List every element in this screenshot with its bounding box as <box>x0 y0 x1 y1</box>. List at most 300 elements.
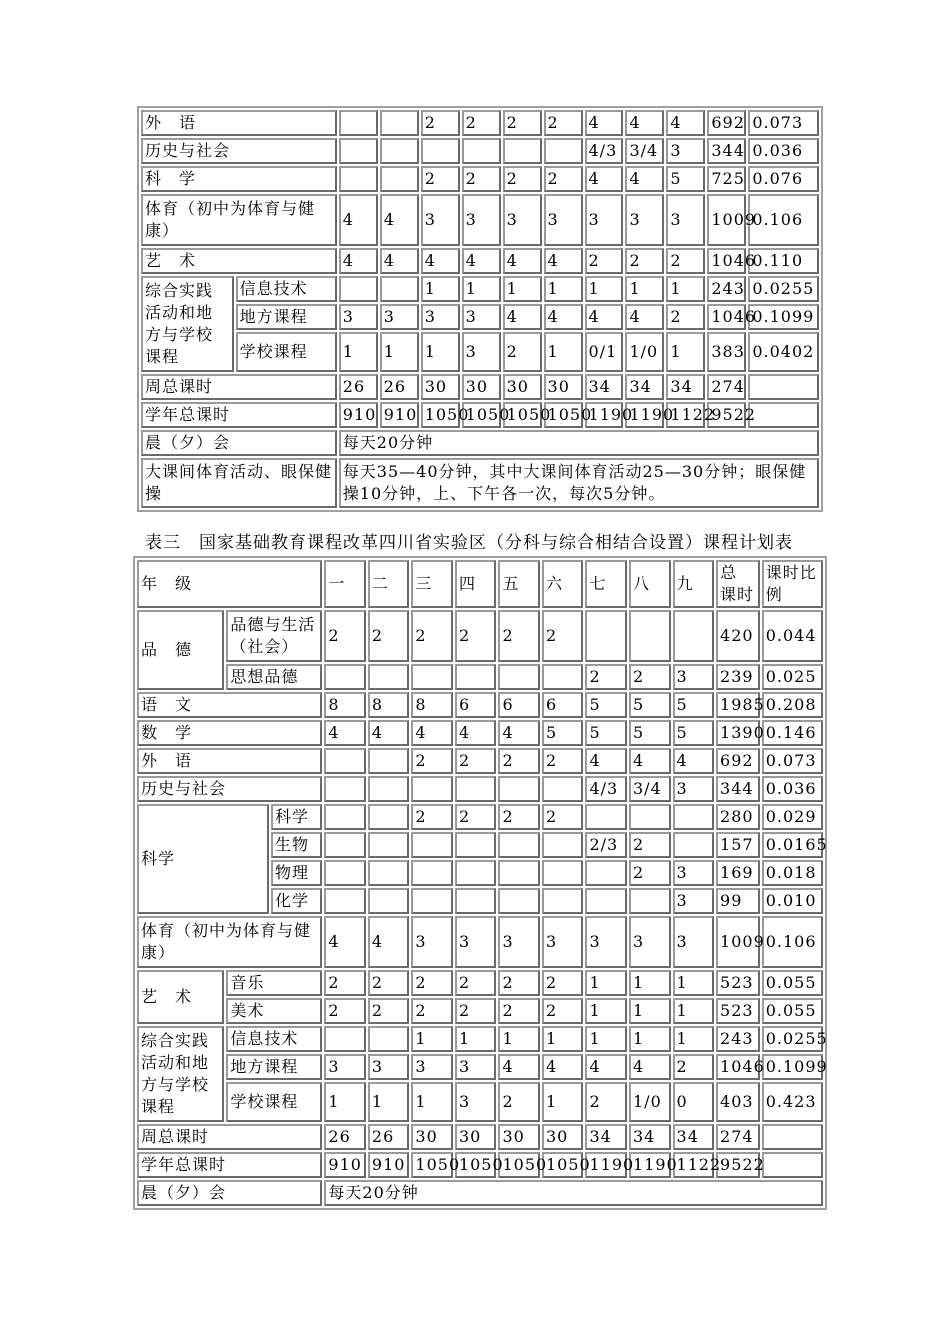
subject-label: 体育（初中为体育与健康） <box>137 916 322 968</box>
subject-label: 地方课程 <box>226 1054 322 1080</box>
table-cell: 0.076 <box>748 166 819 192</box>
table-cell: 4 <box>629 748 671 774</box>
table-cell: 2 <box>625 248 664 274</box>
table-row <box>137 1054 823 1080</box>
table-cell: 4 <box>455 720 497 746</box>
table-cell: 26 <box>380 374 419 400</box>
table-cell <box>585 804 627 830</box>
table-cell: 1190 <box>585 402 624 428</box>
group-label: 科学 <box>137 804 269 914</box>
table-cell: 3 <box>462 194 501 246</box>
table-cell: 3 <box>421 194 460 246</box>
table-cell: 2/3 <box>585 832 627 858</box>
note-text: 每天20分钟 <box>339 430 819 456</box>
table-cell: 1 <box>585 276 624 302</box>
table-cell <box>411 832 453 858</box>
table-cell: 6 <box>455 692 497 718</box>
table-cell: 1046 <box>716 1054 760 1080</box>
table-cell: 1/0 <box>625 332 664 372</box>
table-cell: 3 <box>455 1082 497 1122</box>
table-cell: 0.029 <box>762 804 823 830</box>
table-cell: 3 <box>455 1054 497 1080</box>
table-row <box>137 560 823 608</box>
table-cell: 5 <box>666 166 705 192</box>
table-cell: 1050 <box>544 402 583 428</box>
table-cell: 0.1099 <box>748 304 819 330</box>
table-cell: 1190 <box>585 1152 627 1178</box>
table-cell: 1 <box>498 1026 540 1052</box>
table-cell <box>339 166 378 192</box>
table-row <box>137 1082 823 1122</box>
table-row <box>141 276 819 302</box>
table-row <box>137 610 823 662</box>
table-cell: 1050 <box>421 402 460 428</box>
table-cell: 1 <box>673 998 715 1024</box>
table-cell: 2 <box>542 610 584 662</box>
table-cell: 1 <box>544 276 583 302</box>
table-cell: 4 <box>625 110 664 136</box>
table-cell: 4 <box>625 304 664 330</box>
grade-9-header: 九 <box>673 560 715 608</box>
table-cell: 1050 <box>462 402 501 428</box>
table-cell: 1 <box>666 276 705 302</box>
table-cell: 2 <box>542 970 584 996</box>
table-cell: 1 <box>585 1026 627 1052</box>
table-cell: 2 <box>411 748 453 774</box>
table-cell: 4 <box>585 1054 627 1080</box>
table-cell: 2 <box>585 1082 627 1122</box>
table-cell: 99 <box>716 888 760 914</box>
table-cell: 0.0255 <box>748 276 819 302</box>
table-cell: 1 <box>368 1082 410 1122</box>
table-cell: 2 <box>411 804 453 830</box>
table-cell: 1050 <box>411 1152 453 1178</box>
table-cell: 30 <box>421 374 460 400</box>
table-cell: 2 <box>498 1082 540 1122</box>
table-cell: 6 <box>542 692 584 718</box>
table-cell <box>629 610 671 662</box>
table-cell: 3 <box>673 888 715 914</box>
table-cell: 2 <box>666 248 705 274</box>
table-caption: 表三 国家基础教育课程改革四川省实验区（分科与综合相结合设置）课程计划表 <box>145 533 793 553</box>
table-cell: 0 <box>673 1082 715 1122</box>
table-cell: 910 <box>368 1152 410 1178</box>
table-cell: 6 <box>498 692 540 718</box>
table-cell: 26 <box>368 1124 410 1150</box>
table-cell: 910 <box>324 1152 366 1178</box>
table-cell <box>368 804 410 830</box>
table-cell: 8 <box>411 692 453 718</box>
table-row <box>137 1152 823 1178</box>
table-row <box>137 664 823 690</box>
table-cell: 1009 <box>716 916 760 968</box>
table-cell <box>339 110 378 136</box>
table-cell <box>368 664 410 690</box>
table-cell: 30 <box>455 1124 497 1150</box>
table-cell <box>324 664 366 690</box>
table-cell <box>324 860 366 886</box>
table-row <box>137 998 823 1024</box>
subject-label: 体育（初中为体育与健康） <box>141 194 337 246</box>
subject-label: 科 学 <box>141 166 337 192</box>
table-cell: 5 <box>629 720 671 746</box>
grade-3-header: 三 <box>411 560 453 608</box>
table-cell: 403 <box>716 1082 760 1122</box>
table-cell <box>585 860 627 886</box>
table-cell: 1050 <box>542 1152 584 1178</box>
table-cell: 523 <box>716 998 760 1024</box>
table-cell: 4 <box>368 720 410 746</box>
table-cell: 0.146 <box>762 720 823 746</box>
table-cell <box>421 138 460 164</box>
table-cell: 910 <box>380 402 419 428</box>
subject-label: 美术 <box>226 998 322 1024</box>
table-cell: 2 <box>411 970 453 996</box>
table-cell: 4 <box>625 166 664 192</box>
table-cell: 4 <box>585 166 624 192</box>
table-cell <box>339 276 378 302</box>
subject-label: 学校课程 <box>236 332 337 372</box>
table-cell: 4 <box>339 248 378 274</box>
table-cell: 1190 <box>625 402 664 428</box>
table-cell: 26 <box>324 1124 366 1150</box>
subject-label: 历史与社会 <box>141 138 337 164</box>
table-cell <box>455 776 497 802</box>
table-cell <box>462 138 501 164</box>
table-cell: 1/0 <box>629 1082 671 1122</box>
table-cell: 1 <box>455 1026 497 1052</box>
table-cell: 3 <box>368 1054 410 1080</box>
group-label: 品 德 <box>137 610 224 690</box>
table-cell: 1 <box>380 332 419 372</box>
table-cell: 725 <box>707 166 746 192</box>
table-cell: 1 <box>629 1026 671 1052</box>
table-cell: 2 <box>455 748 497 774</box>
table-cell: 3 <box>585 916 627 968</box>
table-row <box>137 692 823 718</box>
table-cell: 2 <box>421 110 460 136</box>
table-cell: 26 <box>339 374 378 400</box>
table-cell <box>368 832 410 858</box>
table-cell: 274 <box>716 1124 760 1150</box>
table-cell: 4 <box>324 916 366 968</box>
table-cell: 1122 <box>673 1152 715 1178</box>
table-row <box>137 1180 823 1206</box>
table-cell: 3 <box>666 194 705 246</box>
table-cell: 1122 <box>666 402 705 428</box>
table-cell: 4 <box>544 248 583 274</box>
table-cell: 3 <box>666 138 705 164</box>
course-plan-table <box>133 556 827 1210</box>
subject-label: 历史与社会 <box>137 776 322 802</box>
table-cell: 2 <box>462 110 501 136</box>
table-cell: 30 <box>503 374 542 400</box>
table-cell: 4 <box>673 748 715 774</box>
table-cell: 3 <box>462 304 501 330</box>
table-cell <box>455 664 497 690</box>
table-cell: 0.025 <box>762 664 823 690</box>
table-cell: 2 <box>629 832 671 858</box>
table-cell: 3 <box>455 916 497 968</box>
table-cell: 4 <box>629 1054 671 1080</box>
table-cell: 2 <box>629 664 671 690</box>
table-cell <box>542 776 584 802</box>
table-cell <box>629 888 671 914</box>
total-label: 周总课时 <box>141 374 337 400</box>
table-cell <box>503 138 542 164</box>
note-label: 晨（夕）会 <box>137 1180 322 1206</box>
grade-6-header: 六 <box>542 560 584 608</box>
table-cell: 1390 <box>716 720 760 746</box>
grade-1-header: 一 <box>324 560 366 608</box>
subject-label: 数 学 <box>137 720 322 746</box>
table-cell: 1 <box>462 276 501 302</box>
table-cell: 383 <box>707 332 746 372</box>
table-cell: 3 <box>673 776 715 802</box>
table-cell: 0.010 <box>762 888 823 914</box>
table-cell: 4 <box>666 110 705 136</box>
table-cell: 1050 <box>455 1152 497 1178</box>
table-cell <box>498 664 540 690</box>
table-cell: 3 <box>411 916 453 968</box>
note-label: 大课间体育活动、眼保健操 <box>141 458 337 508</box>
table-cell: 344 <box>707 138 746 164</box>
subject-label: 生物 <box>271 832 322 858</box>
table-cell <box>762 1152 823 1178</box>
note-label: 晨（夕）会 <box>141 430 337 456</box>
table-cell: 5 <box>629 692 671 718</box>
table-cell <box>748 402 819 428</box>
table-cell: 0.073 <box>748 110 819 136</box>
grade-8-header: 八 <box>629 560 671 608</box>
table-cell: 1046 <box>707 304 746 330</box>
table-row <box>137 748 823 774</box>
table-cell: 30 <box>542 1124 584 1150</box>
subject-label: 化学 <box>271 888 322 914</box>
table-cell <box>542 888 584 914</box>
total-hours-header: 总 课时 <box>716 560 760 608</box>
table-cell: 3 <box>673 664 715 690</box>
table-cell: 692 <box>716 748 760 774</box>
table-cell: 1 <box>625 276 664 302</box>
table-cell <box>585 610 627 662</box>
table-cell: 1190 <box>629 1152 671 1178</box>
table-row <box>137 720 823 746</box>
table-cell: 4 <box>585 110 624 136</box>
table-cell: 1 <box>421 276 460 302</box>
table-cell <box>368 776 410 802</box>
table-cell: 1009 <box>707 194 746 246</box>
table-cell <box>542 860 584 886</box>
subject-label: 物理 <box>271 860 322 886</box>
table-cell: 1 <box>673 970 715 996</box>
table-cell: 280 <box>716 804 760 830</box>
table-cell: 2 <box>542 998 584 1024</box>
table-row <box>137 776 823 802</box>
table-cell: 2 <box>542 748 584 774</box>
table-cell: 2 <box>324 998 366 1024</box>
table-cell <box>380 138 419 164</box>
table-cell: 0/1 <box>585 332 624 372</box>
table-cell: 3 <box>625 194 664 246</box>
table-cell <box>455 888 497 914</box>
table-cell: 3 <box>585 194 624 246</box>
table-cell <box>380 276 419 302</box>
table-cell: 2 <box>455 970 497 996</box>
table-cell: 1 <box>544 332 583 372</box>
table-cell <box>324 804 366 830</box>
table-cell: 4 <box>380 194 419 246</box>
table-cell: 3 <box>629 916 671 968</box>
table-cell <box>324 776 366 802</box>
table-row <box>137 1026 823 1052</box>
table-cell: 0.423 <box>762 1082 823 1122</box>
subject-label: 外 语 <box>137 748 322 774</box>
table-cell: 4 <box>585 304 624 330</box>
table-cell: 2 <box>498 804 540 830</box>
table-cell <box>411 776 453 802</box>
table-row <box>141 402 819 428</box>
note-text: 每天20分钟 <box>324 1180 823 1206</box>
table-cell: 3 <box>673 916 715 968</box>
table-cell: 2 <box>498 748 540 774</box>
table-cell <box>411 664 453 690</box>
table-cell <box>368 860 410 886</box>
table-cell: 2 <box>498 970 540 996</box>
table-cell: 4/3 <box>585 138 624 164</box>
table-cell: 2 <box>411 998 453 1024</box>
table-cell <box>542 832 584 858</box>
table-cell <box>411 860 453 886</box>
table-cell: 2 <box>421 166 460 192</box>
table-cell: 274 <box>707 374 746 400</box>
table-cell: 1 <box>542 1026 584 1052</box>
table-cell: 1 <box>503 276 542 302</box>
table-cell: 169 <box>716 860 760 886</box>
table-cell: 0.018 <box>762 860 823 886</box>
table-cell <box>748 374 819 400</box>
table-cell <box>380 110 419 136</box>
table-cell: 34 <box>585 1124 627 1150</box>
table-cell: 344 <box>716 776 760 802</box>
table-cell: 9522 <box>707 402 746 428</box>
table-cell: 243 <box>716 1026 760 1052</box>
table-cell: 157 <box>716 832 760 858</box>
table-cell: 5 <box>673 692 715 718</box>
table-cell: 1 <box>542 1082 584 1122</box>
table-cell: 1 <box>585 998 627 1024</box>
group-label: 综合实践活动和地方与学校课程 <box>141 276 234 372</box>
table-cell <box>629 804 671 830</box>
table-cell: 2 <box>629 860 671 886</box>
table-cell: 3 <box>498 916 540 968</box>
table-cell: 34 <box>673 1124 715 1150</box>
table-cell: 30 <box>411 1124 453 1150</box>
total-label: 学年总课时 <box>137 1152 322 1178</box>
table-cell: 4 <box>544 304 583 330</box>
table-cell: 2 <box>666 304 705 330</box>
table-cell: 4 <box>503 248 542 274</box>
table-cell <box>324 1026 366 1052</box>
table-cell: 4 <box>503 304 542 330</box>
table-cell: 4 <box>585 748 627 774</box>
table-cell: 3/4 <box>629 776 671 802</box>
table-cell <box>455 860 497 886</box>
table-cell: 2 <box>455 998 497 1024</box>
subject-label: 科学 <box>271 804 322 830</box>
table-cell: 4 <box>368 916 410 968</box>
subject-label: 语 文 <box>137 692 322 718</box>
table-cell: 34 <box>585 374 624 400</box>
table-cell: 2 <box>503 110 542 136</box>
table-cell: 1 <box>421 332 460 372</box>
table-cell: 2 <box>368 970 410 996</box>
table-cell <box>324 748 366 774</box>
table-cell: 1046 <box>707 248 746 274</box>
total-label: 周总课时 <box>137 1124 322 1150</box>
table-cell: 1 <box>629 970 671 996</box>
table-cell: 34 <box>629 1124 671 1150</box>
table-cell: 4 <box>498 720 540 746</box>
grade-4-header: 四 <box>455 560 497 608</box>
table-cell: 420 <box>716 610 760 662</box>
table-cell: 2 <box>368 998 410 1024</box>
table-cell <box>498 860 540 886</box>
table-cell: 2 <box>455 610 497 662</box>
table-cell <box>673 804 715 830</box>
table-cell: 4 <box>324 720 366 746</box>
grade-header: 年 级 <box>137 560 322 608</box>
table-cell: 0.0165 <box>762 832 823 858</box>
subject-label: 艺 术 <box>141 248 337 274</box>
table-cell: 3 <box>411 1054 453 1080</box>
table-cell: 1050 <box>498 1152 540 1178</box>
group-label: 综合实践活动和地方与学校课程 <box>137 1026 224 1122</box>
table-row <box>141 194 819 246</box>
table-cell: 4 <box>380 248 419 274</box>
table-cell: 0.0402 <box>748 332 819 372</box>
table-cell: 34 <box>625 374 664 400</box>
table-cell: 4 <box>339 194 378 246</box>
table-cell: 0.036 <box>748 138 819 164</box>
table-cell: 8 <box>324 692 366 718</box>
table-cell: 3 <box>542 916 584 968</box>
table-cell <box>585 888 627 914</box>
table-cell: 1 <box>324 1082 366 1122</box>
table-cell: 1985 <box>716 692 760 718</box>
table-cell: 2 <box>544 110 583 136</box>
table-cell: 30 <box>462 374 501 400</box>
table-cell: 0.1099 <box>762 1054 823 1080</box>
table-cell: 0.073 <box>762 748 823 774</box>
table-cell: 2 <box>368 610 410 662</box>
subject-label: 学校课程 <box>226 1082 322 1122</box>
table-cell: 4 <box>421 248 460 274</box>
table-cell <box>368 1026 410 1052</box>
table-cell: 5 <box>542 720 584 746</box>
table-cell: 2 <box>585 248 624 274</box>
table-cell: 0.036 <box>762 776 823 802</box>
table-cell: 3 <box>503 194 542 246</box>
table-row <box>141 304 819 330</box>
table-cell <box>498 888 540 914</box>
table-cell: 0.055 <box>762 970 823 996</box>
table-cell <box>762 1124 823 1150</box>
table-cell: 2 <box>544 166 583 192</box>
table-row <box>141 166 819 192</box>
table-cell: 3 <box>673 860 715 886</box>
table-cell <box>673 832 715 858</box>
